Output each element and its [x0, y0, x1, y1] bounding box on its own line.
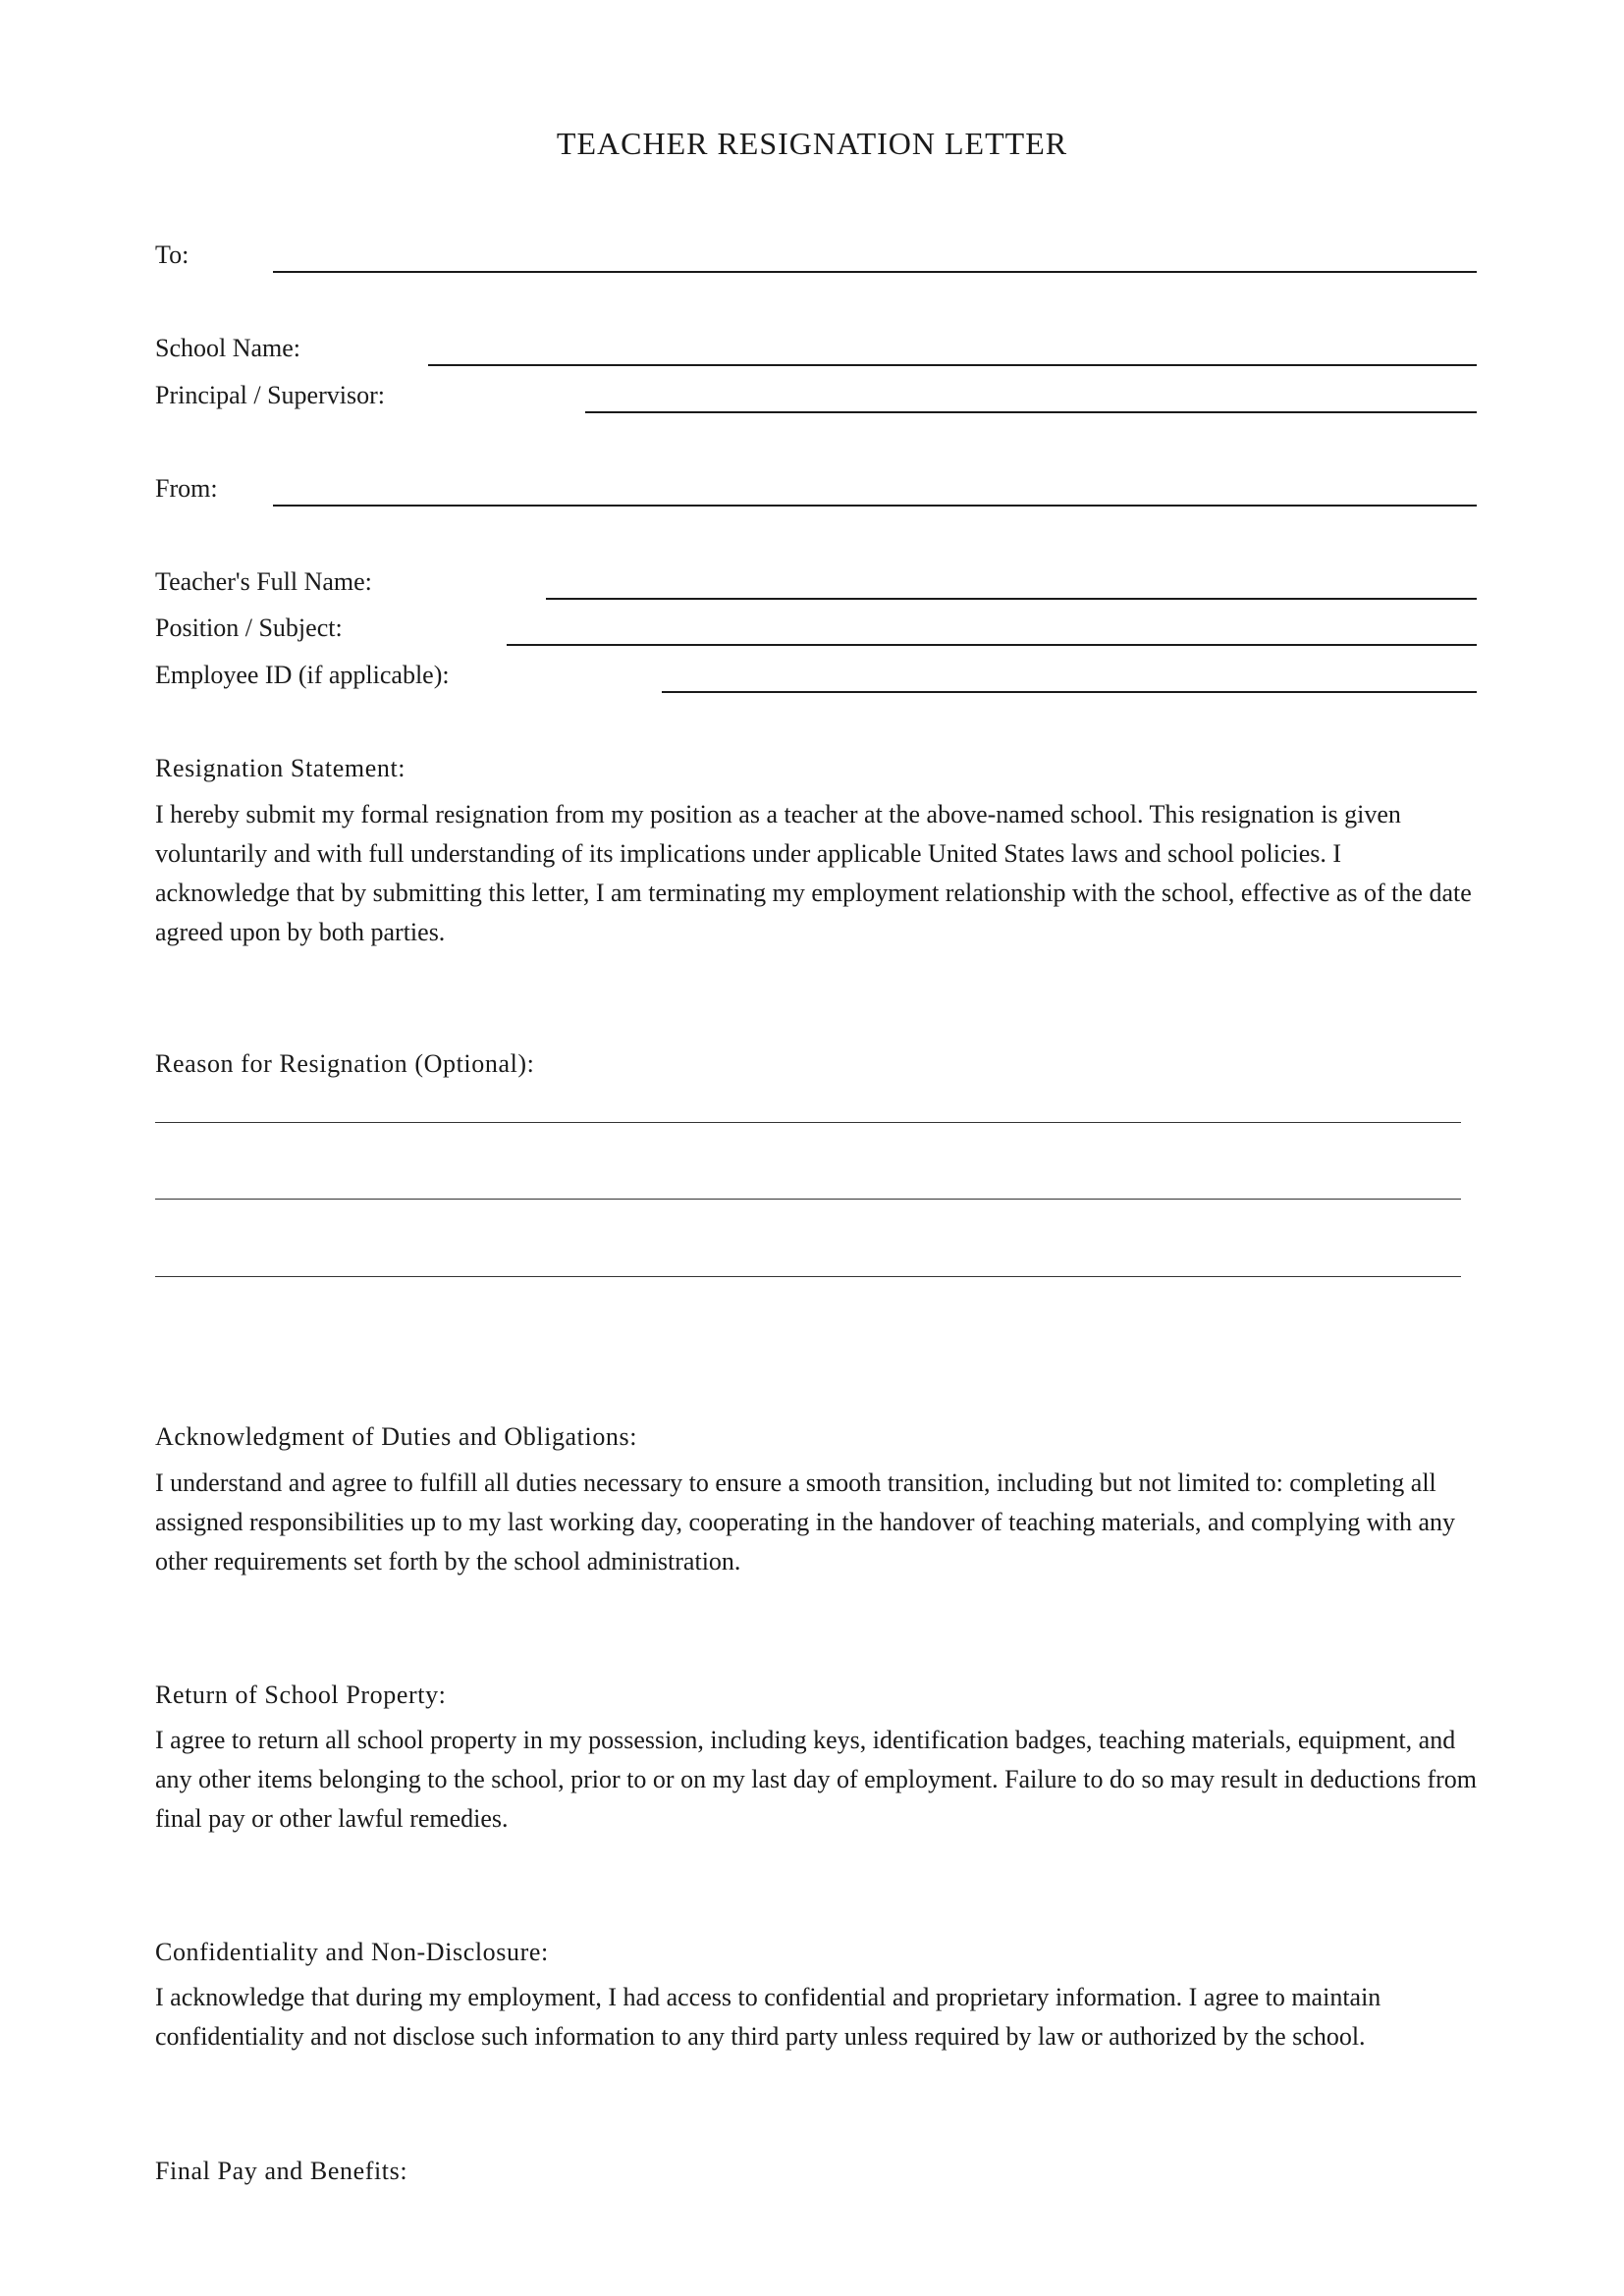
resignation-statement-heading: Resignation Statement:: [155, 754, 406, 782]
school-name-label: School Name:: [155, 334, 301, 362]
property-heading: Return of School Property:: [155, 1681, 447, 1709]
reason-line[interactable]: [155, 1276, 1461, 1277]
document-title: TEACHER RESIGNATION LETTER: [556, 126, 1068, 161]
reason-line[interactable]: [155, 1122, 1461, 1123]
reason-heading: Reason for Resignation (Optional):: [155, 1049, 535, 1078]
reason-line[interactable]: [155, 1199, 1461, 1200]
from-field[interactable]: [273, 505, 1477, 507]
principal-label: Principal / Supervisor:: [155, 381, 385, 409]
resignation-statement-text: I hereby submit my formal resignation from my position as a teacher at the above-named school. This resignation is given voluntarily and with full understanding of its implications under applicable United States laws and school policies. I acknowledge that by submitting this letter, I am terminating my employment relationship with the school, effective as of the date agreed upon by both parties.: [155, 800, 1472, 946]
to-field[interactable]: [273, 271, 1477, 273]
teacher-name-label: Teacher's Full Name:: [155, 567, 372, 596]
employee-id-label: Employee ID (if applicable):: [155, 661, 450, 689]
to-label: To:: [155, 240, 189, 269]
from-label: From:: [155, 474, 218, 503]
duties-text: I understand and agree to fulfill all duties necessary to ensure a smooth transition, including but not limited to: completing all assigned responsibilities up to my last working day, cooperating in the handover of teaching materials, and complying with any other requirements set forth by the school administration.: [155, 1468, 1456, 1575]
teacher-name-field[interactable]: [546, 598, 1477, 600]
property-text: I agree to return all school property in my possession, including keys, identification badges, teaching materials, equipment, and any other items belonging to the school, prior to or on my last day of employment. Failure to do so may result in deductions from final pay or other lawful remedies.: [155, 1726, 1477, 1833]
final-pay-heading: Final Pay and Benefits:: [155, 2157, 408, 2185]
duties-heading: Acknowledgment of Duties and Obligations:: [155, 1422, 638, 1451]
confidentiality-heading: Confidentiality and Non-Disclosure:: [155, 1938, 549, 1966]
confidentiality-text: I acknowledge that during my employment, I had access to confidential and proprietary information. I agree to maintain confidentiality and not disclose such information to any third party unless required by law or authorized by the school.: [155, 1983, 1381, 2051]
principal-field[interactable]: [585, 411, 1477, 413]
position-label: Position / Subject:: [155, 614, 343, 642]
school-name-field[interactable]: [428, 364, 1477, 366]
employee-id-field[interactable]: [662, 691, 1477, 693]
position-field[interactable]: [507, 644, 1477, 646]
